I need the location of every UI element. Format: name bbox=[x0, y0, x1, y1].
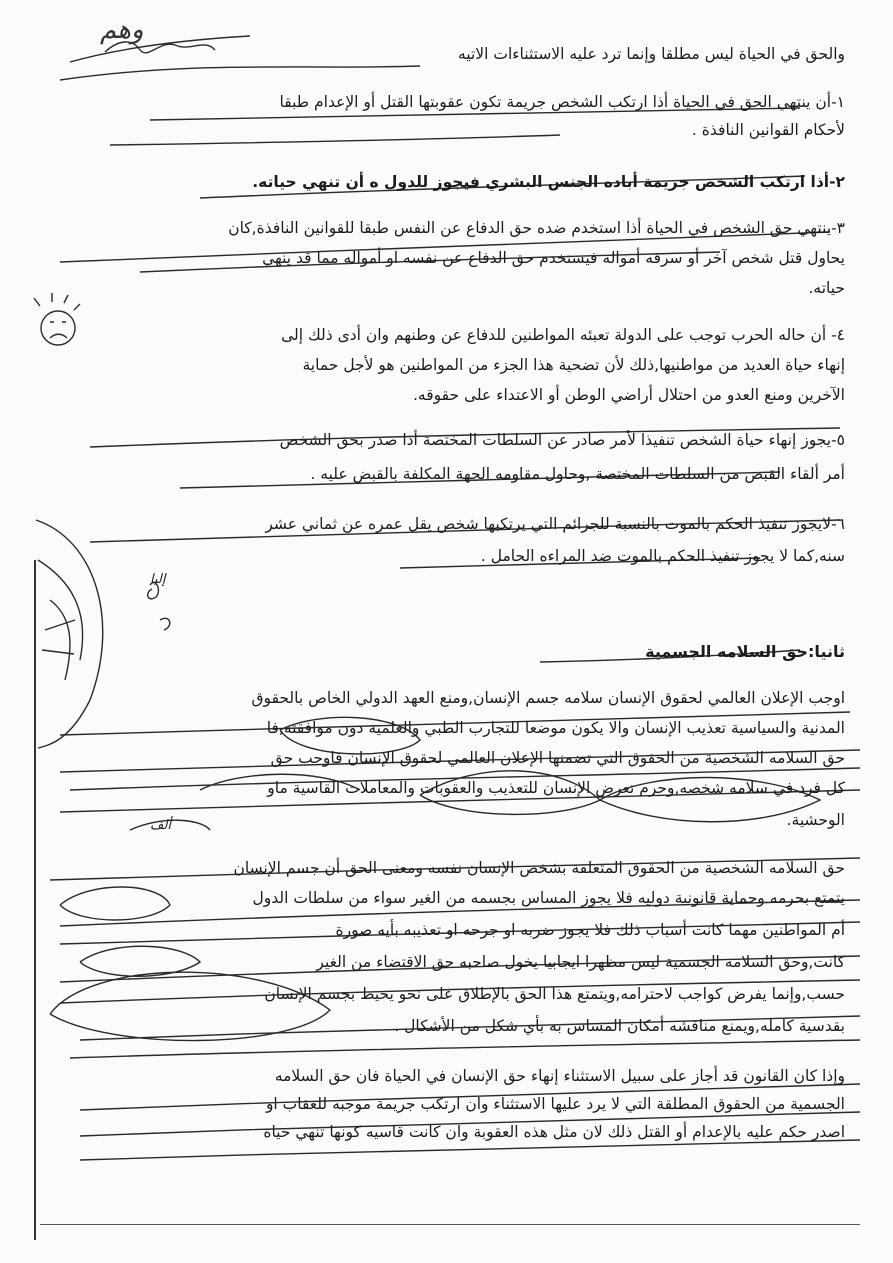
s2-p2-line-4: كانت,وحق السلامه الجسمية ليس مظهرا ايجابيا يخول صاحبه حق الاقتضاء من الغير bbox=[316, 953, 845, 971]
item-5-line-2: أمر ألقاء القبض من السلطات المختصة ,وحاول مقاومه الجهة المكلفة بالقبض عليه . bbox=[310, 465, 845, 483]
item-6-line-1: ٦-لايجوز تنفيذ الحكم بالموت بالنسبة للجرائم التي يرتكبها شخص يقل عمره عن ثماني عشر bbox=[265, 515, 845, 533]
s2-p3-line-2: الجسمية من الحقوق المطلقة التي لا يرد عليها الاستثناء وان ارتكب جريمة موجبه للعقاب او bbox=[265, 1095, 845, 1113]
section-2-heading: ثانيا:حق السلامه الجسمية bbox=[645, 642, 845, 661]
bottom-note: ألف bbox=[150, 818, 172, 833]
item-5-line-1: ٥-يجوز إنهاء حياة الشخص تنفيذا لأمر صادر عن السلطات المختصة أذا صدر بحق الشخص bbox=[279, 431, 845, 449]
signature: وهم bbox=[100, 15, 144, 45]
s2-p1-line-3: حق السلامه الشخصية من الحقوق التي تضمنها الإعلان العالمي لحقوق الإنسان فاوجب حق bbox=[270, 749, 845, 767]
item-4-line-3: الآخرين ومنع العدو من احتلال أراضي الوطن أو الاعتداء على حقوقه. bbox=[412, 386, 845, 404]
s2-p2-line-5: حسب,وإنما يفرض كواجب لاحترامه,ويتمتع هذا الحق بالإطلاق على نحو يحيط بجسم الإنسان bbox=[264, 985, 845, 1003]
item-2-line-1: ٢-أذا ارتكب الشخص جريمة أباده الجنس البشري فيجوز للدول ه أن تنهي حياته. bbox=[252, 173, 845, 191]
bottom-rule bbox=[40, 1224, 860, 1225]
item-3-line-3: حياته. bbox=[808, 279, 845, 297]
s2-p1-line-2: المدنية والسياسية تعذيب الإنسان والا يكون موضعا للتجارب الطبي والعلمية دون موافقته,فا bbox=[266, 719, 845, 737]
s2-p1-line-4: كل فرد في سلامه شخصه,وحرم تعرض الإنسان للتعذيب والعقوبات والمعاملات القاسية ماو bbox=[267, 779, 845, 797]
item-1-line-2: لأحكام القوانين النافذة . bbox=[691, 121, 845, 139]
s2-p2-line-1: حق السلامه الشخصية من الحقوق المتعلقة بشخص الإنسان نفسه ومعنى الحق أن جسم الإنسان bbox=[233, 859, 845, 877]
page-title: والحق في الحياة ليس مطلقا وإنما ترد عليه الاستثناءات الاتيه bbox=[458, 45, 845, 63]
s2-p2-line-2: يتمتع بحرمه وحماية قانونية دوليه فلا يجوز المساس بجسمه من الغير سواء من سلطات الدول bbox=[252, 889, 845, 907]
left-margin-line bbox=[34, 560, 36, 1240]
item-3-line-2: يحاول قتل شخص آخر أو سرقه أمواله فيستخدم حق الدفاع عن نفسه او أمواله مما قد ينهي bbox=[262, 249, 845, 267]
s2-p3-line-3: اصدر حكم عليه بالإعدام أو القتل ذلك لان مثل هذه العقوبة وان كانت قاسيه كونها تنهي حياة bbox=[263, 1123, 845, 1141]
item-3-line-1: ٣-ينتهي حق الشخص في الحياة أذا استخدم ضده حق الدفاع عن النفس طبقا للقوانين النافذة,كان bbox=[228, 219, 845, 237]
item-4-line-2: إنهاء حياة العديد من مواطنيها,ذلك لأن تضحية هذا الجزء من المواطنين هو لأجل حماية bbox=[302, 356, 845, 374]
item-6-line-2: سنه,كما لا يجوز تنفيذ الحكم بالموت ضد المراءه الحامل . bbox=[480, 547, 845, 565]
item-4-line-1: ٤- أن حاله الحرب توجب على الدولة تعبئه المواطنين للدفاع عن وطنهم وان أدى ذلك إلى bbox=[281, 326, 845, 344]
margin-note: إليا bbox=[150, 572, 166, 587]
s2-p2-line-6: بقدسية كامله,ويمنع مناقشه أمكان المساس به بأي شكل من الأشكال . bbox=[394, 1017, 845, 1035]
s2-p1-line-5: الوحشية. bbox=[786, 811, 845, 829]
item-1-line-1: ١-أن ينتهي الحق في الحياة أذا ارتكب الشخص جريمة تكون عقوبتها القتل أو الإعدام طبقا bbox=[279, 93, 845, 111]
s2-p1-line-1: اوجب الإعلان العالمي لحقوق الإنسان سلامه جسم الإنسان,ومنع العهد الدولي الخاص بالحقوق bbox=[251, 689, 845, 707]
s2-p3-line-1: وإذا كان القانون قد أجاز على سبيل الاستثناء إنهاء حق الإنسان في الحياة فان حق السلامه bbox=[274, 1067, 845, 1085]
s2-p2-line-3: أم المواطنين مهما كانت أسباب ذلك فلا يجوز ضربه او جرحه او تعذيبه بأيه صورة bbox=[335, 921, 845, 939]
